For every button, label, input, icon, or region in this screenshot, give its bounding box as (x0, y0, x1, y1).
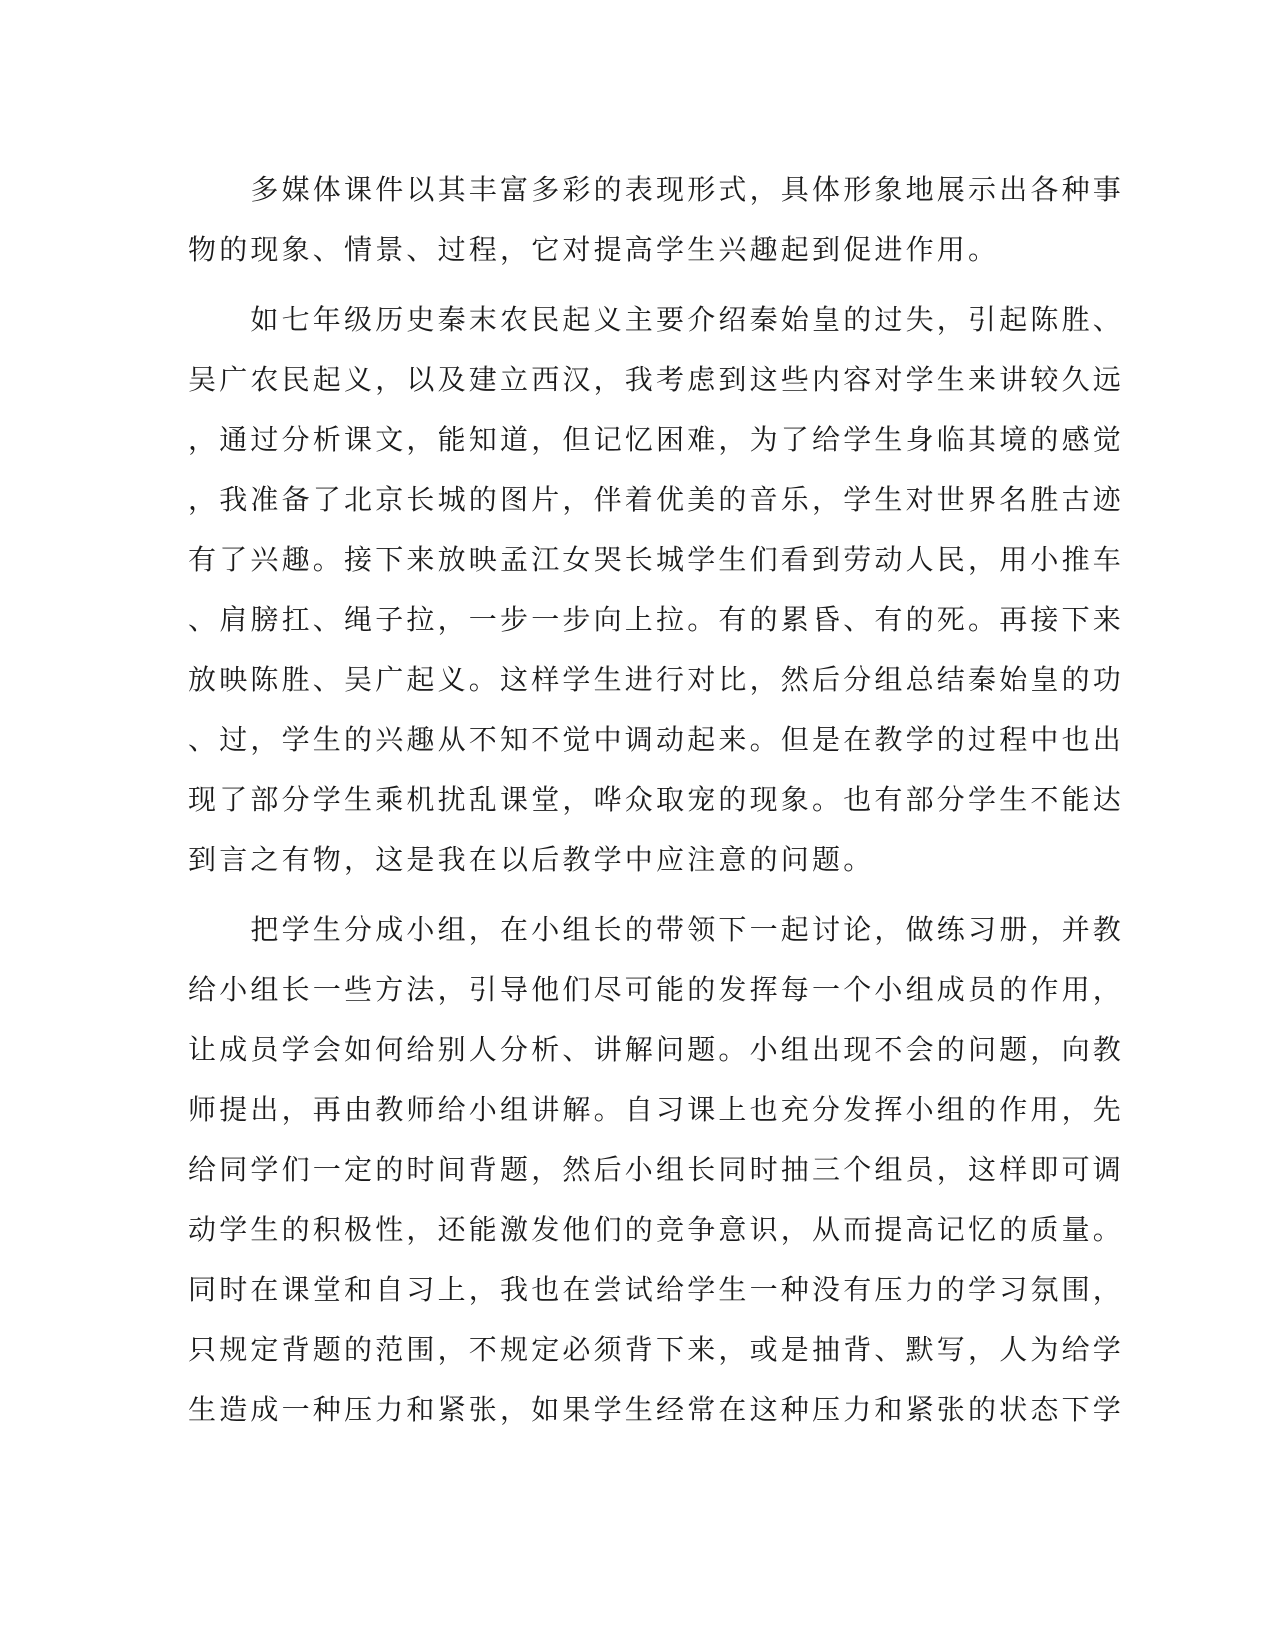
paragraph (188, 900, 1125, 1440)
text-line: 吴广农民起义，以及建立西汉，我考虑到这些内容对学生来讲较久远 (188, 363, 1125, 396)
text-line: 只规定背题的范围，不规定必须背下来，或是抽背、默写，人为给学 (188, 1333, 1125, 1366)
paragraph (188, 160, 1125, 280)
text-line: 、过，学生的兴趣从不知不觉中调动起来。但是在教学的过程中也出 (188, 723, 1125, 756)
text-line: 现了部分学生乘机扰乱课堂，哗众取宠的现象。也有部分学生不能达 (188, 783, 1125, 816)
text-line: 生造成一种压力和紧张，如果学生经常在这种压力和紧张的状态下学 (188, 1393, 1125, 1426)
text-line: 师提出，再由教师给小组讲解。自习课上也充分发挥小组的作用，先 (188, 1093, 1125, 1126)
text-line: 同时在课堂和自习上，我也在尝试给学生一种没有压力的学习氛围， (188, 1273, 1125, 1306)
text-line: 放映陈胜、吴广起义。这样学生进行对比，然后分组总结秦始皇的功 (188, 663, 1125, 696)
text-line: 让成员学会如何给别人分析、讲解问题。小组出现不会的问题，向教 (188, 1033, 1125, 1066)
text-line: 物的现象、情景、过程，它对提高学生兴趣起到促进作用。 (188, 233, 1000, 266)
text-line: 、肩膀扛、绳子拉，一步一步向上拉。有的累昏、有的死。再接下来 (188, 603, 1125, 636)
text-line: 给小组长一些方法，引导他们尽可能的发挥每一个小组成员的作用， (188, 973, 1125, 1006)
text-line: 有了兴趣。接下来放映孟江女哭长城学生们看到劳动人民，用小推车 (188, 543, 1125, 576)
document-body (188, 160, 1125, 1440)
text-line: ，我准备了北京长城的图片，伴着优美的音乐，学生对世界名胜古迹 (188, 483, 1125, 516)
text-line: 到言之有物，这是我在以后教学中应注意的问题。 (188, 843, 875, 876)
paragraph (188, 290, 1125, 890)
text-line: ，通过分析课文，能知道，但记忆困难，为了给学生身临其境的感觉 (188, 423, 1125, 456)
text-line: 多媒体课件以其丰富多彩的表现形式，具体形象地展示出各种事 (188, 173, 1125, 206)
text-line: 动学生的积极性，还能激发他们的竞争意识，从而提高记忆的质量。 (188, 1213, 1125, 1246)
text-line: 把学生分成小组，在小组长的带领下一起讨论，做练习册，并教 (188, 913, 1125, 946)
text-line: 如七年级历史秦末农民起义主要介绍秦始皇的过失，引起陈胜、 (188, 303, 1125, 336)
text-line: 给同学们一定的时间背题，然后小组长同时抽三个组员，这样即可调 (188, 1153, 1125, 1186)
